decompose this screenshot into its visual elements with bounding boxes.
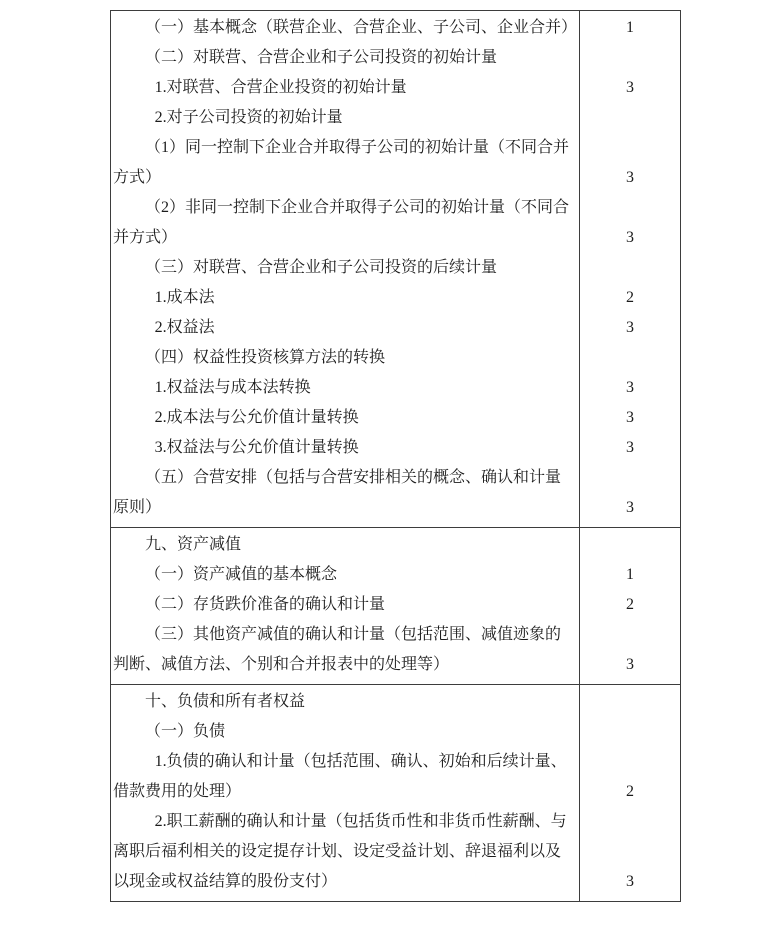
points-cell <box>580 807 681 902</box>
points-cell <box>580 620 681 685</box>
points-cell <box>580 560 681 590</box>
points-value: 2 <box>626 289 634 306</box>
points-cell <box>580 717 681 747</box>
content-cell <box>111 283 580 313</box>
points-cell <box>580 253 681 283</box>
table-row <box>111 560 681 590</box>
content-cell <box>111 313 580 343</box>
points-cell <box>580 133 681 193</box>
item-text: 1.权益法与成本法转换 <box>154 379 311 396</box>
content-cell <box>111 747 580 807</box>
table-row <box>111 717 681 747</box>
points-cell <box>580 103 681 133</box>
content-cell <box>111 253 580 283</box>
table-row <box>111 193 681 253</box>
item-text: （二）存货跌价准备的确认和计量 <box>145 596 386 613</box>
table-row <box>111 807 681 902</box>
item-text: （三）对联营、合营企业和子公司投资的后续计量 <box>145 259 498 276</box>
content-cell <box>111 463 580 528</box>
item-text: （三）其他资产减值的确认和计量（包括范围、减值迹象的判断、减值方法、个别和合并报表中的处理等） <box>113 626 562 673</box>
item-text: （2）非同一控制下企业合并取得子公司的初始计量（不同合并方式） <box>113 199 570 246</box>
points-value: 3 <box>626 169 634 186</box>
content-cell <box>111 560 580 590</box>
points-cell <box>580 373 681 403</box>
points-cell <box>580 343 681 373</box>
content-cell <box>111 11 580 44</box>
content-cell <box>111 73 580 103</box>
content-cell <box>111 343 580 373</box>
item-text: 2.职工薪酬的确认和计量（包括货币性和非货币性薪酬、与离职后福利相关的设定提存计划、设定受益计划、辞退福利以及以现金或权益结算的股份支付） <box>113 813 567 890</box>
table-row <box>111 620 681 685</box>
points-value: 3 <box>626 319 634 336</box>
table-row <box>111 403 681 433</box>
points-value: 1 <box>626 566 634 583</box>
item-text: （四）权益性投资核算方法的转换 <box>145 349 386 366</box>
item-text: 2.权益法 <box>154 319 215 336</box>
points-cell <box>580 283 681 313</box>
points-value: 3 <box>626 499 634 516</box>
content-cell <box>111 528 580 561</box>
item-text: 1.负债的确认和计量（包括范围、确认、初始和后续计量、借款费用的处理） <box>113 753 567 800</box>
points-value: 3 <box>626 873 634 890</box>
content-cell <box>111 403 580 433</box>
table-row <box>111 343 681 373</box>
content-cell <box>111 590 580 620</box>
content-cell <box>111 373 580 403</box>
points-value: 2 <box>626 783 634 800</box>
table-row <box>111 433 681 463</box>
content-cell <box>111 103 580 133</box>
points-value: 3 <box>626 656 634 673</box>
points-cell <box>580 528 681 561</box>
table-row <box>111 373 681 403</box>
points-cell <box>580 193 681 253</box>
table-body <box>111 11 681 902</box>
table-row <box>111 43 681 73</box>
content-cell <box>111 807 580 902</box>
table-row <box>111 685 681 718</box>
item-text: （一）基本概念（联营企业、合营企业、子公司、企业合并） <box>145 19 578 36</box>
table-row <box>111 590 681 620</box>
content-cell <box>111 133 580 193</box>
points-cell <box>580 590 681 620</box>
points-value: 3 <box>626 439 634 456</box>
item-text: 1.对联营、合营企业投资的初始计量 <box>154 79 407 96</box>
table-row <box>111 103 681 133</box>
table-row <box>111 313 681 343</box>
points-cell <box>580 685 681 718</box>
points-cell <box>580 403 681 433</box>
table-row <box>111 73 681 103</box>
content-cell <box>111 685 580 718</box>
points-cell <box>580 73 681 103</box>
table-row <box>111 747 681 807</box>
points-cell <box>580 747 681 807</box>
item-text: （一）负债 <box>145 723 226 740</box>
item-text: 3.权益法与公允价值计量转换 <box>154 439 359 456</box>
table-row <box>111 463 681 528</box>
item-text: 十、负债和所有者权益 <box>145 693 306 710</box>
item-text: （二）对联营、合营企业和子公司投资的初始计量 <box>145 49 498 66</box>
points-value: 3 <box>626 409 634 426</box>
syllabus-table <box>110 10 681 902</box>
table-row <box>111 253 681 283</box>
points-value: 1 <box>626 19 634 36</box>
table-row <box>111 133 681 193</box>
points-value: 2 <box>626 596 634 613</box>
item-text: （一）资产减值的基本概念 <box>145 566 338 583</box>
points-cell <box>580 43 681 73</box>
item-text: （1）同一控制下企业合并取得子公司的初始计量（不同合并方式） <box>113 139 570 186</box>
item-text: （五）合营安排（包括与合营安排相关的概念、确认和计量原则） <box>113 469 562 516</box>
content-cell <box>111 43 580 73</box>
points-cell <box>580 313 681 343</box>
points-value: 3 <box>626 379 634 396</box>
points-value: 3 <box>626 229 634 246</box>
points-cell <box>580 433 681 463</box>
content-cell <box>111 193 580 253</box>
points-value: 3 <box>626 79 634 96</box>
item-text: 九、资产减值 <box>145 536 242 553</box>
item-text: 1.成本法 <box>154 289 215 306</box>
table-row <box>111 11 681 44</box>
item-text: 2.对子公司投资的初始计量 <box>154 109 343 126</box>
points-cell <box>580 11 681 44</box>
table-row <box>111 528 681 561</box>
item-text: 2.成本法与公允价值计量转换 <box>154 409 359 426</box>
content-cell <box>111 433 580 463</box>
content-cell <box>111 620 580 685</box>
content-cell <box>111 717 580 747</box>
table-row <box>111 283 681 313</box>
points-cell <box>580 463 681 528</box>
